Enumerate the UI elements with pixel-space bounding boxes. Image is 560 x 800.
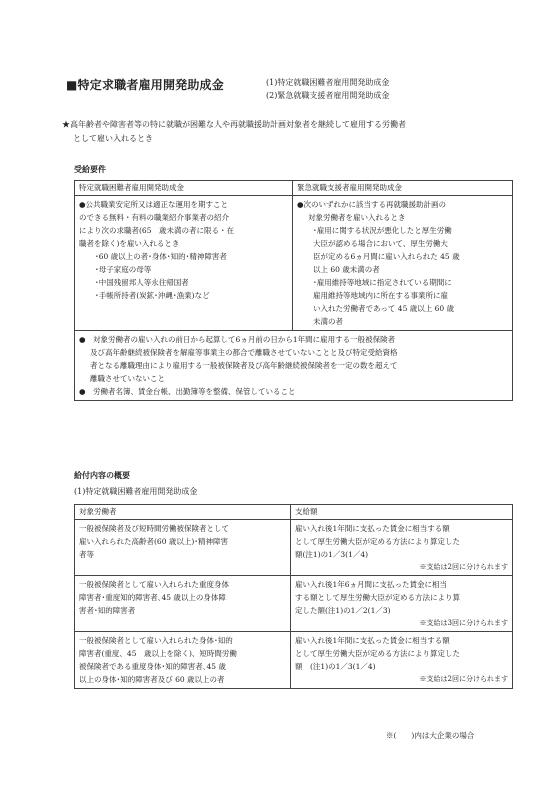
left-line: ●公共職業安定所又は適正な運用を期すこと <box>79 200 229 209</box>
cell-line: 定した額(注1)の1／2(1／3) <box>295 606 391 615</box>
right-item-2-line: 雇用維持等地域内に所在する事業所に雇 <box>313 291 448 300</box>
right-item-1-line: 以上 60 歳未満の者 <box>313 265 380 274</box>
target-worker-cell <box>75 576 291 632</box>
payment-sub-label: (1)特定就職困難者雇用開発助成金 <box>74 487 198 496</box>
left-item: ･母子家庭の母等 <box>95 265 152 274</box>
left-line: のできる無料・有料の職業紹介事業者の紹介 <box>79 213 229 222</box>
requirements-label: 受給要件 <box>74 165 106 174</box>
footnote: ※( )内は大企業の場合 <box>386 731 475 740</box>
payment-left-header: 対象労働者 <box>75 505 291 520</box>
target-worker-cell <box>75 520 291 576</box>
cell-line: 一般被保険者として雇い入れられた身体･知的 <box>79 636 233 645</box>
common-line: 及び高年齢継続被保険者を解雇等事業主の都合で離職させていないことと及び特定受給資格 <box>90 348 398 357</box>
requirements-right-cell <box>293 196 513 331</box>
requirements-right-header: 緊急就職支援者雇用開発助成金 <box>293 181 513 196</box>
amount-cell <box>291 632 513 689</box>
requirements-body-row <box>75 196 513 331</box>
cell-line: 額 (注1)の1／3(1／4) <box>295 662 376 671</box>
subtitle-2: (2)緊急就職支援者雇用開発助成金 <box>266 91 390 100</box>
cell-line: 雇い入れ後1年間に支払った賃金に相当する額 <box>295 524 450 533</box>
requirements-common-row <box>75 331 513 401</box>
right-item-1-line: ･雇用に関する状況が悪化したと厚生労働 <box>313 226 452 235</box>
requirements-table <box>74 180 513 401</box>
requirements-left-cell <box>75 196 293 331</box>
subtitle-1: (1)特定就職困難者雇用開発助成金 <box>266 78 390 87</box>
title-row <box>66 76 506 110</box>
cell-line: 以上の身体･知的障害者及び 60 歳以上の者 <box>79 675 225 684</box>
left-item: ･中国残留邦人等永住帰国者 <box>95 278 189 287</box>
amount-cell <box>291 576 513 632</box>
table-row <box>75 576 513 632</box>
right-item-2-line: ･雇用維持等地域に指定されている期間に <box>313 278 452 287</box>
cell-line: 額(注1)の1／3(1／4) <box>295 550 369 559</box>
right-line: 対象労働者を雇い入れるとき <box>308 213 406 222</box>
page-title: ■特定求職者雇用開発助成金 <box>66 78 224 92</box>
cell-line: 害者･知的障害者 <box>79 606 136 615</box>
intro-line-1: ★高年齢者や障害者等の特に就職が困難な人や再就職援助計画対象者を継続して雇用する労働者 <box>62 120 406 129</box>
payment-note: ※支給は2回に分けられます <box>419 675 508 683</box>
requirements-left-header: 特定就職困難者雇用開発助成金 <box>75 181 293 196</box>
cell-line: 一般被保険者として雇い入れられた重度身体 <box>79 580 229 589</box>
payment-table <box>74 504 513 689</box>
cell-line: 被保険者である重度身体･知的障害者､45 歳 <box>79 662 226 671</box>
amount-cell <box>291 520 513 576</box>
payment-header-row <box>75 505 513 520</box>
cell-line: 障害者･重度知的障害者､45 歳以上の身体障 <box>79 593 226 602</box>
cell-line: 者等 <box>79 550 94 559</box>
cell-line: 障害者(重度、45 歳以上を除く)、短時間労働 <box>79 649 237 658</box>
common-line: ● 労働者名簿、賃金台帳、出勤簿等を整備、保管していること <box>79 387 296 396</box>
right-item-1-line: 大臣が認める場合において、厚生労働大 <box>313 239 448 248</box>
payment-note: ※支給は2回に分けられます <box>419 563 508 571</box>
left-line: 職者を除く)を雇い入れるとき <box>79 239 180 248</box>
cell-line: 一般被保険者及び短時間労働被保険者として <box>79 524 229 533</box>
left-item: ･60 歳以上の者･身体･知的･精神障害者 <box>95 252 227 261</box>
target-worker-cell <box>75 632 291 689</box>
cell-line: として厚生労働大臣が定める方法により算定した <box>295 649 460 658</box>
subtitle-list <box>266 76 389 102</box>
payment-right-header: 支給額 <box>291 505 513 520</box>
payment-section-label: 給付内容の概要 <box>74 471 130 480</box>
cell-line: 雇い入れ後1年間に支払った賃金に相当する額 <box>295 636 450 645</box>
requirements-common-cell <box>75 331 513 401</box>
left-item: ･手帳所持者(炭鉱･沖縄･漁業)など <box>95 291 210 300</box>
right-item-2-line: い入れた労働者であって 45 歳以上 60 歳 <box>313 304 455 313</box>
right-item-2-line: 未満の者 <box>313 317 343 326</box>
table-row <box>75 520 513 576</box>
left-line: により次の求職者(65 歳未満の者に限る・在 <box>79 226 234 235</box>
requirements-header-row <box>75 181 513 196</box>
common-line: 者となる離職理由により雇用する一般被保険者及び高年齢継続被保険者を一定の数を超えて <box>90 361 398 370</box>
right-line: ●次のいずれかに該当する再就職援助計画の <box>297 200 447 209</box>
cell-line: 雇い入れられた高齢者(60 歳以上)･精神障害 <box>79 537 229 546</box>
intro-line-2: として雇い入れるとき <box>73 134 153 143</box>
cell-line: として厚生労働大臣が定める方法により算定した <box>295 537 460 546</box>
right-item-1-line: 臣が定める6ヵ月間に雇い入れられた 45 歳 <box>313 252 460 261</box>
payment-note: ※支給は3回に分けられます <box>419 619 508 627</box>
cell-line: する額として厚生労働大臣が定める方法により算 <box>295 593 460 602</box>
intro-text <box>62 118 512 146</box>
table-row <box>75 632 513 689</box>
common-line: ● 対象労働者の雇い入れの前日から起算して6ヵ月前の日から1年間に雇用する一般被保険者 <box>79 335 396 344</box>
common-line: 離職させていないこと <box>90 374 165 383</box>
cell-line: 雇い入れ後1年6ヵ月間に支払った賃金に相当 <box>295 580 448 589</box>
